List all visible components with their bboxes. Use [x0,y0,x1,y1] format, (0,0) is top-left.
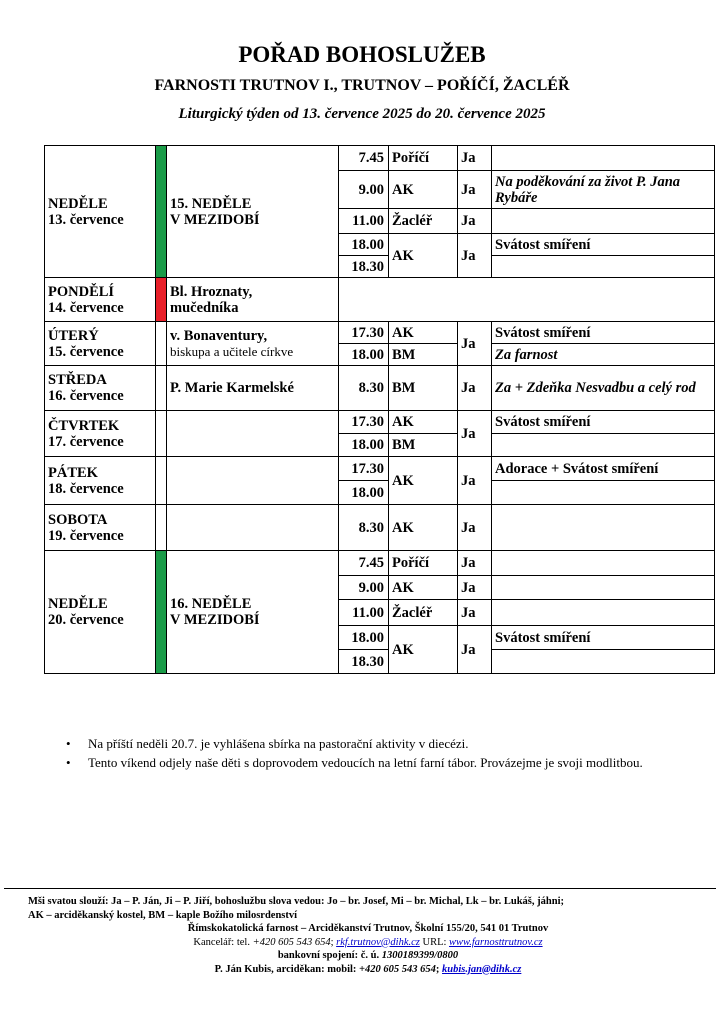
intention-cell [492,146,715,171]
feast-cell [167,505,339,551]
liturgical-week: Liturgický týden od 13. července 2025 do 20. července 2025 [178,106,546,122]
priest-cell: Ja [458,146,492,171]
feast-cell [167,411,339,457]
priest-cell: Ja [458,457,492,505]
time-cell: 8.30 [339,366,389,411]
footer-address: Římskokatolická farnost – Arciděkanství Trutnov, Školní 155/20, 541 01 Trutnov [187,923,549,934]
schedule-table [44,145,715,674]
priest-phone: +420 605 543 654 [359,963,436,975]
time-cell: 9.00 [339,576,389,600]
priest-cell: Ja [458,600,492,626]
priest-email-link[interactable]: kubis.jan@dihk.cz [442,963,522,975]
footer-bank: bankovní spojení: č. ú. 1300189399/0800 [277,950,459,961]
time-cell: 18.00 [339,344,389,366]
time-cell: 18.00 [339,481,389,505]
priest-cell: Ja [458,576,492,600]
priest-cell: Ja [458,411,492,457]
time-cell: 11.00 [339,600,389,626]
place-cell: Žacléř [389,600,458,626]
intention-cell [492,481,715,505]
liturgical-color-bar [156,505,167,551]
parish-subtitle: FARNOSTI TRUTNOV I., TRUTNOV – POŘÍČÍ, ŽACLÉŘ [154,77,570,94]
liturgical-color-bar [156,551,167,674]
place-cell: BM [389,434,458,457]
place-cell: AK [389,505,458,551]
time-cell: 17.30 [339,411,389,434]
day-cell: NEDĚLE 20. července [45,551,156,674]
footer-legend-line: Mši svatou slouží: Ja – P. Ján, Ji – P. Jiří, bohoslužbu slova vedou: Jo – br. Josef, Mi – br. Michal, Lk – br. Lukáš, jáhni; [28,896,564,907]
intention-cell [492,209,715,234]
feast-cell: 16. NEDĚLE V MEZIDOBÍ [167,551,339,674]
intention-cell: Svátost smíření [492,234,715,256]
feast-cell: v. Bonaventury, biskupa a učitele církve [167,322,339,366]
table-row [45,551,715,576]
empty-cell [339,278,715,322]
intention-cell: Adorace + Svátost smíření [492,457,715,481]
place-cell: AK [389,576,458,600]
place-cell: Poříčí [389,146,458,171]
priest-cell: Ja [458,626,492,674]
office-phone: +420 605 543 654 [252,936,331,948]
time-cell: 9.00 [339,171,389,209]
liturgical-color-bar [156,457,167,505]
liturgical-color-bar [156,322,167,366]
page-title: POŘAD BOHOSLUŽEB [238,42,486,67]
place-cell: BM [389,344,458,366]
liturgical-color-bar [156,411,167,457]
place-cell: AK [389,234,458,278]
time-cell: 17.30 [339,322,389,344]
priest-cell: Ja [458,366,492,411]
table-row [45,146,715,171]
table-row [45,322,715,344]
intention-cell [492,600,715,626]
day-cell: PÁTEK 18. července [45,457,156,505]
time-cell: 18.00 [339,234,389,256]
place-cell: AK [389,171,458,209]
place-cell: BM [389,366,458,411]
announcement-item: • Tento víkend odjely naše děti s doprovodem vedoucích na letní farní tábor. Provázejme je svoji modlitbou. [66,753,686,772]
liturgical-color-bar [156,146,167,278]
time-cell: 7.45 [339,146,389,171]
intention-cell: Svátost smíření [492,626,715,650]
intention-cell [492,505,715,551]
table-row [45,366,715,411]
place-cell: AK [389,411,458,434]
footer-legend-line: AK – arciděkanský kostel, BM – kaple Božího milosrdenství [28,909,298,921]
announcements [66,734,686,772]
place-cell: Poříčí [389,551,458,576]
intention-cell: Svátost smíření [492,411,715,434]
office-email-link[interactable]: rkf.trutnov@dihk.cz [336,936,420,948]
time-cell: 18.00 [339,626,389,650]
liturgical-color-bar [156,366,167,411]
table-row [45,457,715,481]
time-cell: 7.45 [339,551,389,576]
footer-divider [4,888,716,889]
footer-contact: Kancelář: tel. +420 605 543 654; rkf.trutnov@dihk.cz URL: www.farnosttrutnov.cz [193,936,543,948]
intention-cell [492,434,715,457]
priest-cell: Ja [458,171,492,209]
time-cell: 18.30 [339,650,389,674]
place-cell: AK [389,322,458,344]
day-cell: ČTVRTEK 17. července [45,411,156,457]
time-cell: 8.30 [339,505,389,551]
intention-cell [492,576,715,600]
priest-cell: Ja [458,505,492,551]
time-cell: 17.30 [339,457,389,481]
intention-cell [492,650,715,674]
priest-cell: Ja [458,209,492,234]
liturgical-color-bar [156,278,167,322]
feast-cell [167,457,339,505]
table-row [45,411,715,434]
intention-cell: Na poděkování za život P. Jana Rybáře [492,171,715,209]
feast-cell: P. Marie Karmelské [167,366,339,411]
intention-cell: Za farnost [492,344,715,366]
footer [28,895,708,976]
footer-priest: P. Ján Kubis, arciděkan: mobil: +420 605 543 654; kubis.jan@dihk.cz [214,963,522,975]
place-cell: Žacléř [389,209,458,234]
place-cell: AK [389,626,458,674]
day-cell: STŘEDA 16. července [45,366,156,411]
time-cell: 18.00 [339,434,389,457]
announcement-item: • Na příští neděli 20.7. je vyhlášena sbírka na pastorační aktivity v diecézi. [66,734,686,753]
intention-cell: Za + Zdeňka Nesvadbu a celý rod [492,366,715,411]
feast-cell: Bl. Hroznaty, mučedníka [167,278,339,322]
day-cell: PONDĚLÍ 14. července [45,278,156,322]
priest-cell: Ja [458,322,492,366]
day-cell: ÚTERÝ 15. července [45,322,156,366]
time-cell: 11.00 [339,209,389,234]
priest-cell: Ja [458,234,492,278]
intention-cell [492,256,715,278]
day-cell: SOBOTA 19. července [45,505,156,551]
day-cell: NEDĚLE 13. července [45,146,156,278]
feast-cell: 15. NEDĚLE V MEZIDOBÍ [167,146,339,278]
time-cell: 18.30 [339,256,389,278]
table-row [45,505,715,551]
table-row [45,278,715,322]
website-link[interactable]: www.farnosttrutnov.cz [449,936,543,948]
intention-cell [492,551,715,576]
priest-cell: Ja [458,551,492,576]
place-cell: AK [389,457,458,505]
intention-cell: Svátost smíření [492,322,715,344]
